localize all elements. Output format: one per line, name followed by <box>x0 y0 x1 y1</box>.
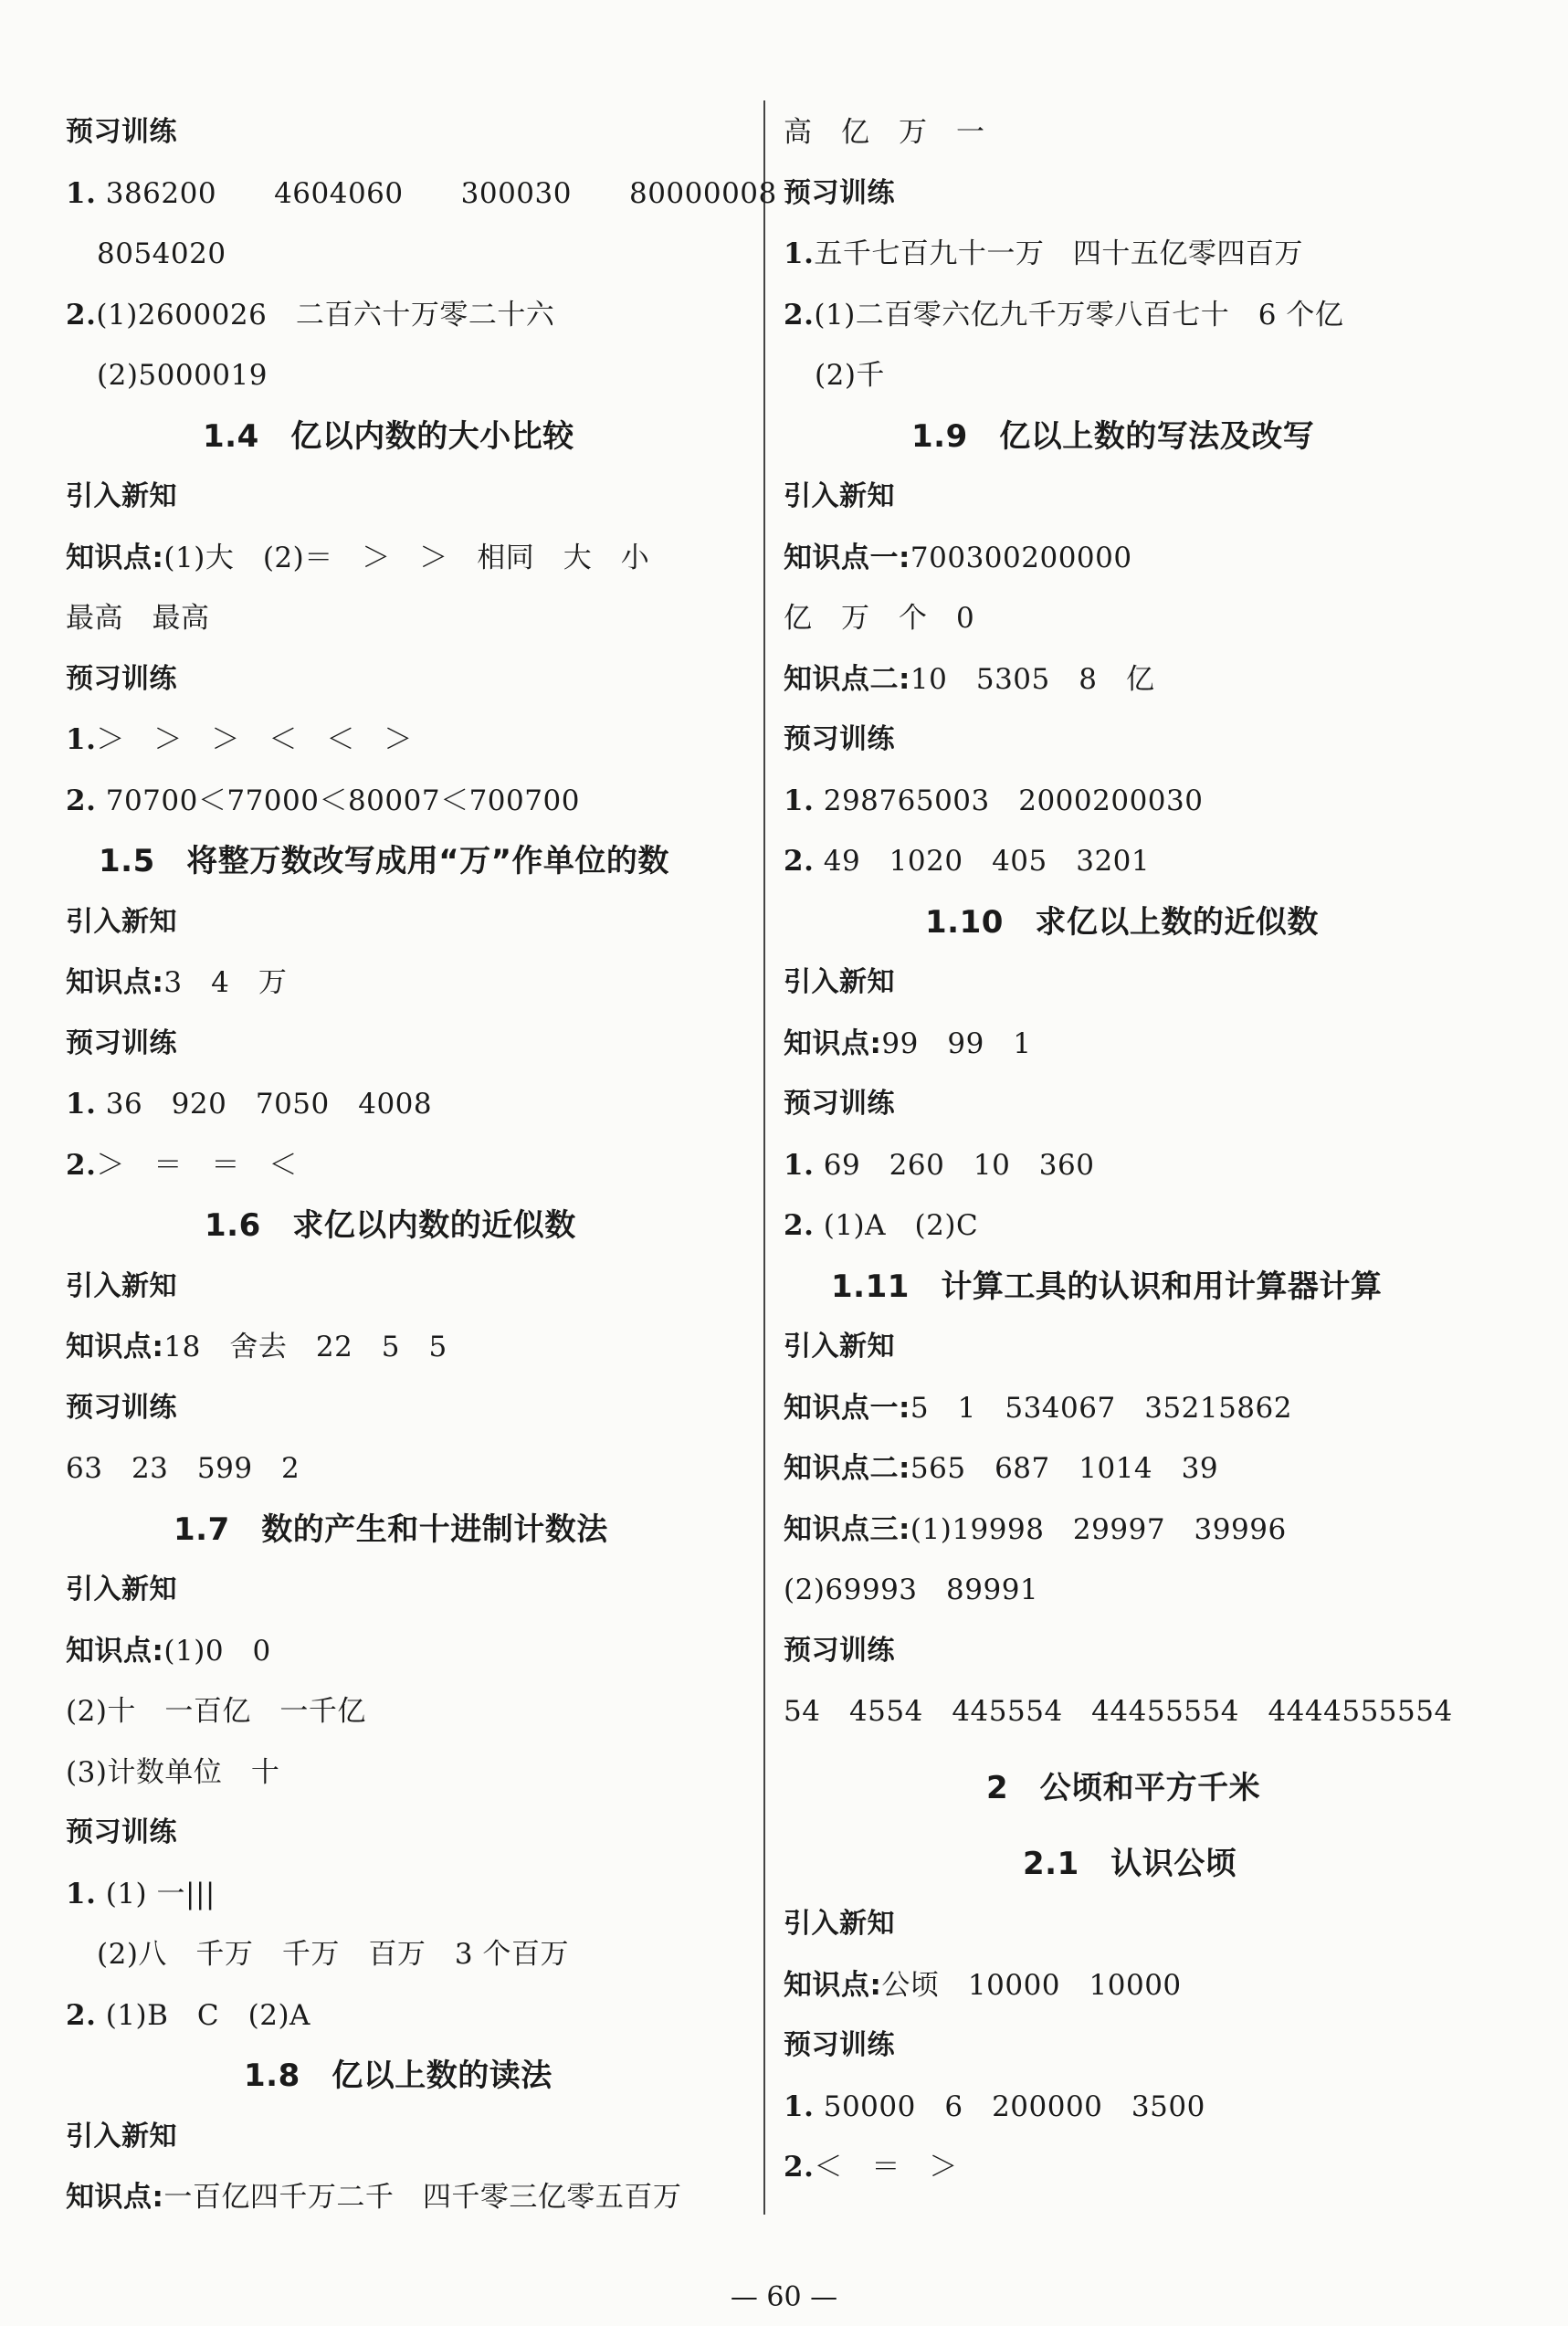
answer-line: 1. 36 920 7050 4008 <box>66 1088 433 1121</box>
answer-line: 1. 386200 4604060 300030 80000008 <box>66 176 777 210</box>
section-label: 预习训练 <box>784 176 895 209</box>
answer-line: 1. 298765003 2000200030 <box>784 784 1204 817</box>
section-heading: 1.7 数的产生和十进制计数法 <box>174 1510 608 1548</box>
section-label: 引入新知 <box>784 1331 895 1363</box>
answer-line: 2.(1)二百零六亿九千万零八百七十 6 个亿 <box>784 298 1344 332</box>
section-heading: 1.9 亿以上数的写法及改写 <box>911 417 1315 455</box>
answer-line: (2)八 千万 千万 百万 3 个百万 <box>97 1938 569 1971</box>
answer-line: 2. (1)A (2)C <box>784 1209 979 1242</box>
section-heading: 1.8 亿以上数的读法 <box>244 2058 552 2094</box>
section-label: 预习训练 <box>784 723 895 755</box>
section-label: 引入新知 <box>784 1908 895 1940</box>
answer-line: 亿 万 个 0 <box>784 602 975 635</box>
left-column <box>66 102 777 2228</box>
answer-line: 1.五千七百九十一万 四十五亿零四百万 <box>784 237 1303 270</box>
answer-line: 2. 49 1020 405 3201 <box>784 845 1151 878</box>
section-heading: 2.1 认识公顷 <box>1023 1845 1237 1882</box>
answer-line: 2. 70700＜77000＜80007＜700700 <box>66 784 580 817</box>
answer-line: 1. (1) 一||| <box>66 1877 216 1910</box>
answer-line: (3)计数单位 十 <box>66 1755 280 1789</box>
section-heading: 1.10 求亿以上数的近似数 <box>925 903 1319 941</box>
answer-line: 54 4554 445554 44455554 4444555554 <box>784 1695 1453 1728</box>
answer-line: 高 亿 万 一 <box>784 116 985 149</box>
answer-line: 知识点:(1)0 0 <box>66 1634 271 1668</box>
answer-line: 8054020 <box>97 237 226 270</box>
column-divider <box>763 100 765 2215</box>
answer-line: 知识点:99 99 1 <box>784 1026 1032 1060</box>
section-label: 引入新知 <box>66 480 177 512</box>
section-heading: 1.11 计算工具的认识和用计算器计算 <box>831 1268 1383 1305</box>
answer-line: (2)千 <box>815 359 885 392</box>
answer-line: 知识点:一百亿四千万二千 四千零三亿零五百万 <box>66 2181 682 2214</box>
answer-line: 知识点一:5 1 534067 35215862 <box>784 1391 1292 1425</box>
answer-line: 知识点二:10 5305 8 亿 <box>784 662 1155 696</box>
section-label: 引入新知 <box>66 1269 177 1302</box>
answer-line: 最高 最高 <box>66 602 210 635</box>
section-label: 预习训练 <box>784 2029 895 2061</box>
answer-line: (2)十 一百亿 一千亿 <box>66 1695 366 1728</box>
section-label: 预习训练 <box>66 1391 177 1424</box>
answer-line: 2.(1)2600026 二百六十万零二十六 <box>66 298 555 332</box>
section-label: 引入新知 <box>66 1573 177 1605</box>
section-label: 引入新知 <box>66 905 177 938</box>
section-label: 预习训练 <box>66 662 177 695</box>
section-label: 引入新知 <box>784 966 895 998</box>
section-heading: 1.5 将整万数改写成用“万”作单位的数 <box>99 843 669 879</box>
section-label: 预习训练 <box>66 1816 177 1848</box>
answer-line: 知识点:3 4 万 <box>66 966 288 999</box>
answer-line: 2. (1)B C (2)A <box>66 1998 310 2032</box>
answer-line: 知识点:公顷 10000 10000 <box>784 1968 1182 2002</box>
section-label: 引入新知 <box>784 480 895 512</box>
section-label: 预习训练 <box>784 1634 895 1667</box>
section-label: 预习训练 <box>66 116 177 148</box>
answer-line: 1. 50000 6 200000 3500 <box>784 2089 1205 2123</box>
answer-line: 知识点三:(1)19998 29997 39996 <box>784 1512 1287 1546</box>
answer-line: 知识点一:700300200000 <box>784 541 1132 574</box>
section-label: 引入新知 <box>66 2120 177 2152</box>
answer-line: 1.＞ ＞ ＞ ＜ ＜ ＞ <box>66 723 413 756</box>
answer-line: 2.＞ ＝ ＝ ＜ <box>66 1148 298 1182</box>
answer-line: 63 23 599 2 <box>66 1452 300 1485</box>
section-label: 预习训练 <box>66 1026 177 1059</box>
answer-line: 知识点:18 舍去 22 5 5 <box>66 1331 447 1363</box>
answer-line: 知识点二:565 687 1014 39 <box>784 1452 1219 1485</box>
section-heading: 1.4 亿以内数的大小比较 <box>203 417 574 455</box>
answer-line: 1. 69 260 10 360 <box>784 1148 1095 1182</box>
answer-line: (2)69993 89991 <box>784 1573 1039 1606</box>
answer-line: (2)5000019 <box>97 359 268 392</box>
section-label: 预习训练 <box>784 1088 895 1120</box>
chapter-heading: 2 公顷和平方千米 <box>986 1769 1261 1806</box>
right-column <box>784 102 1514 2198</box>
section-heading: 1.6 求亿以内数的近似数 <box>205 1207 576 1244</box>
answer-line: 知识点:(1)大 (2)＝ ＞ ＞ 相同 大 小 <box>66 541 650 574</box>
page-number: — 60 — <box>730 2281 838 2313</box>
answer-line: 2.＜ ＝ ＞ <box>784 2151 958 2184</box>
